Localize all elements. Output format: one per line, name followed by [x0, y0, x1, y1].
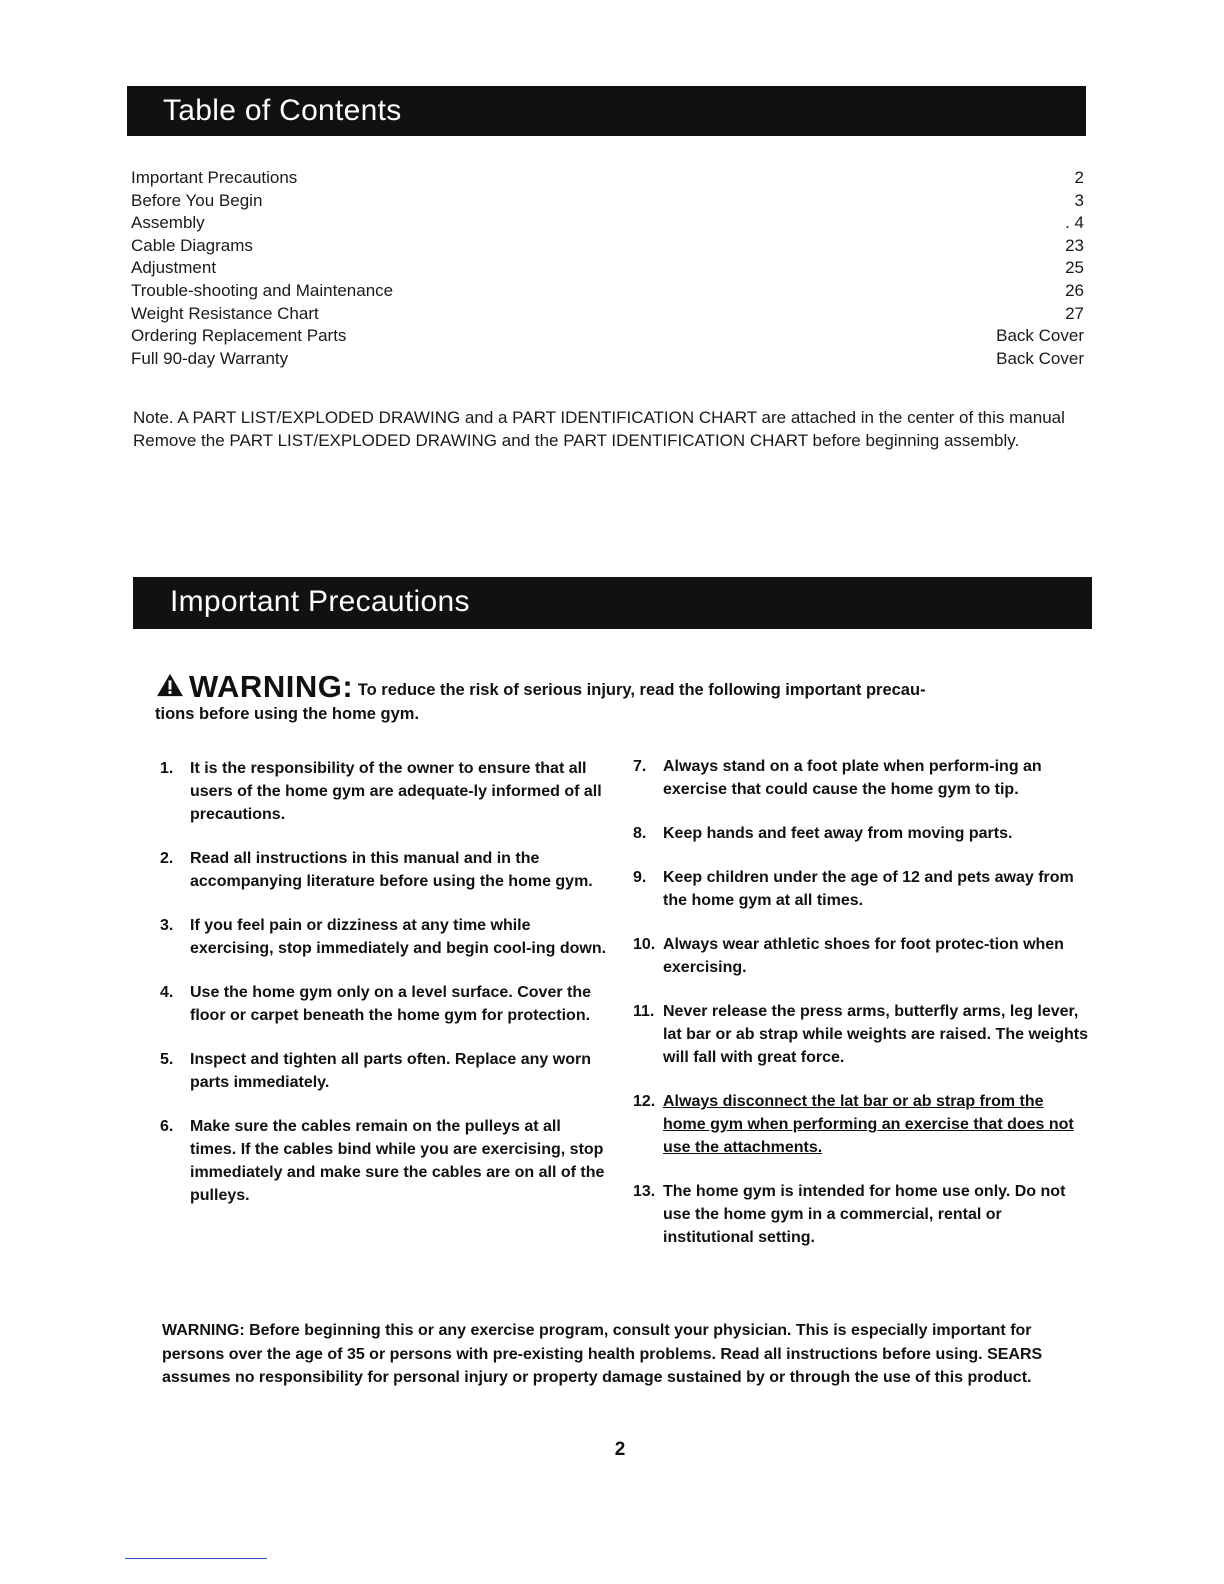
- precaution-item: [633, 1000, 1088, 1069]
- precaution-item: [633, 1180, 1088, 1249]
- precautions-banner: [133, 577, 1092, 629]
- precaution-number: 8.: [633, 825, 647, 842]
- precaution-number: 10.: [633, 936, 656, 953]
- toc-entry-label: Ordering Replacement Parts: [131, 326, 347, 346]
- precaution-text: Always wear athletic shoes for foot protec-tion when exercising.: [663, 936, 1064, 976]
- warning-intro-line2: tions before using the home gym.: [155, 705, 420, 723]
- precaution-text: Always disconnect the lat bar or ab strap from the home gym when performing an exercise that does not use the attachments.: [663, 1093, 1074, 1156]
- toc-entry-label: Cable Diagrams: [131, 235, 253, 255]
- warning-triangle-icon: [155, 673, 185, 697]
- precaution-text: The home gym is intended for home use only. Do not use the home gym in a commercial, rental or institutional setting.: [663, 1183, 1066, 1246]
- precaution-item: [633, 822, 1088, 845]
- toc-entry-page: . 4: [1065, 213, 1084, 233]
- page-number: 2: [614, 1439, 626, 1460]
- precaution-item: [633, 755, 1088, 801]
- toc-entry[interactable]: [131, 190, 1084, 213]
- toc-entry-page: 23: [1065, 235, 1084, 255]
- precautions-right-column: [633, 755, 1088, 1249]
- precaution-number: 2.: [160, 850, 174, 867]
- precaution-text: Never release the press arms, butterfly arms, leg lever, lat bar or ab strap while weights are raised. The weights will fall with great force.: [663, 1003, 1089, 1066]
- toc-entry-label: Assembly: [131, 213, 205, 233]
- precaution-item: [160, 981, 610, 1027]
- toc-entry-page: 27: [1065, 303, 1084, 323]
- toc-entry-label: Before You Begin: [131, 190, 263, 210]
- precaution-text: Use the home gym only on a level surface. Cover the floor or carpet beneath the home gym for protection.: [190, 984, 592, 1024]
- toc-entry-label: Adjustment: [131, 258, 217, 278]
- toc-note: Note. A PART LIST/EXPLODED DRAWING and a PART IDENTIFICATION CHART are attached in the center of this manual Remove the PART LIST/EXPLODED DRAWING and the PART IDENTIFICATION CHART before beginning assembly.: [133, 408, 1065, 450]
- precaution-item: [160, 757, 610, 826]
- toc-entry[interactable]: [131, 167, 1084, 190]
- precaution-number: 11.: [633, 1003, 655, 1020]
- precaution-number: 13.: [633, 1183, 656, 1200]
- precaution-text: Inspect and tighten all parts often. Replace any worn parts immediately.: [190, 1051, 591, 1091]
- precaution-number: 12.: [633, 1093, 656, 1110]
- toc-entry-page: Back Cover: [996, 348, 1084, 368]
- precaution-item: [160, 847, 610, 893]
- final-warning: WARNING: Before beginning this or any exercise program, consult your physician. This is especially important for persons over the age of 35 or persons with pre-existing health problems. Read all instructions before using. SEARS assumes no responsibility for personal injury or property damage sustained by or through the use of this product.: [162, 1322, 1043, 1386]
- precaution-number: 1.: [160, 760, 174, 777]
- warning-heading: [155, 669, 1055, 726]
- precaution-text: Read all instructions in this manual and in the accompanying literature before using the home gym.: [190, 850, 593, 890]
- footer-divider: [125, 1558, 267, 1559]
- toc-entry[interactable]: [131, 280, 1084, 303]
- toc-entry-page: 25: [1065, 258, 1084, 278]
- precautions-left-column: [160, 757, 610, 1207]
- precaution-text: Keep hands and feet away from moving parts.: [663, 825, 1013, 842]
- toc-banner: [127, 86, 1086, 136]
- precaution-text: If you feel pain or dizziness at any time while exercising, stop immediately and begin cool-ing down.: [190, 917, 607, 957]
- precaution-item: [160, 1115, 610, 1207]
- toc-entry-label: Full 90-day Warranty: [131, 348, 289, 368]
- toc-entry-label: Trouble-shooting and Maintenance: [131, 280, 394, 300]
- toc-list: [131, 167, 1084, 370]
- precaution-number: 9.: [633, 869, 647, 886]
- toc-entry[interactable]: [131, 235, 1084, 258]
- precaution-item: [633, 933, 1088, 979]
- toc-entry-page: 3: [1074, 190, 1084, 210]
- precaution-number: 3.: [160, 917, 174, 934]
- precaution-number: 6.: [160, 1118, 174, 1135]
- toc-entry-page: 2: [1074, 168, 1084, 187]
- toc-entry-label: Important Precautions: [131, 168, 298, 187]
- precaution-item: [633, 866, 1088, 912]
- precaution-text: Keep children under the age of 12 and pets away from the home gym at all times.: [663, 869, 1074, 909]
- precaution-text: Always stand on a foot plate when perform-ing an exercise that could cause the home gym to tip.: [663, 758, 1042, 798]
- toc-entry-page: Back Cover: [996, 326, 1084, 346]
- precaution-number: 5.: [160, 1051, 174, 1068]
- toc-entry-label: Weight Resistance Chart: [131, 303, 319, 323]
- toc-entry[interactable]: [131, 303, 1084, 326]
- precaution-item: [160, 914, 610, 960]
- toc-entry[interactable]: [131, 257, 1084, 280]
- precaution-item: [160, 1048, 610, 1094]
- toc-entry[interactable]: [131, 212, 1084, 235]
- precaution-text: Make sure the cables remain on the pulleys at all times. If the cables bind while you are exercising, stop immediately and make sure the cables are on all of the pulleys.: [190, 1118, 605, 1204]
- precaution-number: 4.: [160, 984, 174, 1001]
- warning-intro-line1: To reduce the risk of serious injury, read the following important precau-: [357, 681, 926, 699]
- toc-entry[interactable]: [131, 348, 1084, 371]
- precaution-item: [633, 1090, 1088, 1159]
- precaution-number: 7.: [633, 758, 647, 775]
- toc-entry-page: 26: [1065, 280, 1084, 300]
- precautions-title: Important Precautions: [170, 585, 470, 618]
- precaution-text: It is the responsibility of the owner to ensure that all users of the home gym are adequate-ly informed of all precautions.: [190, 760, 602, 823]
- toc-title: Table of Contents: [163, 94, 402, 127]
- toc-entry[interactable]: [131, 325, 1084, 348]
- warning-word: WARNING:: [189, 669, 354, 704]
